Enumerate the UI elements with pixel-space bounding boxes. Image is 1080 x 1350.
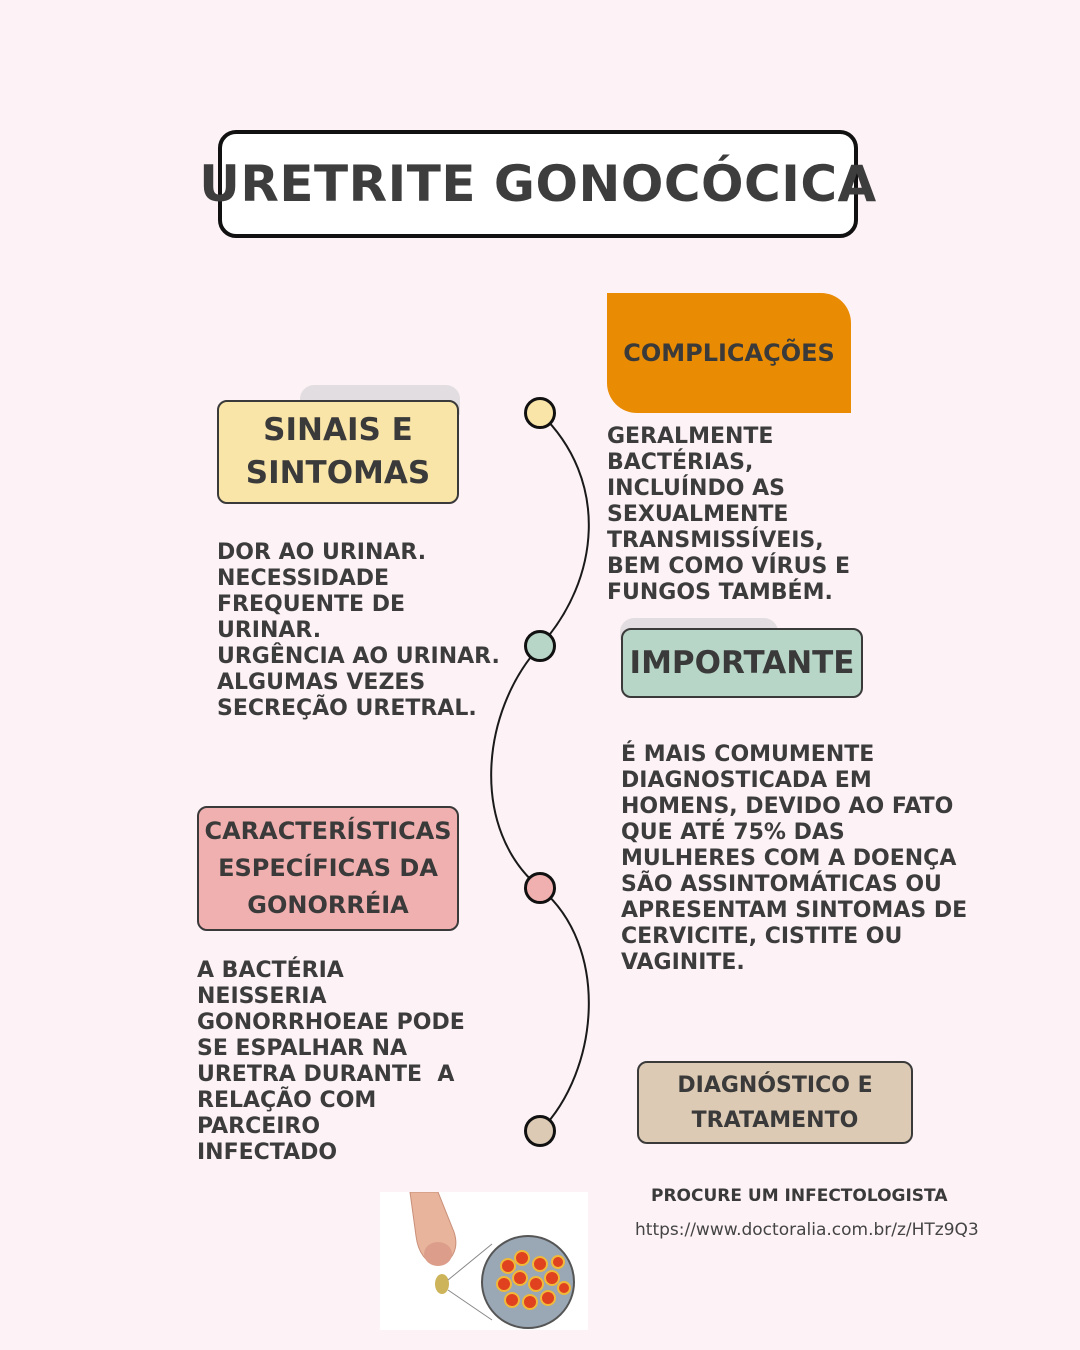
importante-text-line: QUE ATÉ 75% DAS — [621, 820, 845, 845]
caracteristicas-label-line-1: CARACTERÍSTICAS — [204, 817, 452, 845]
diagnostico-cta: PROCURE UM INFECTOLOGISTA — [651, 1186, 948, 1206]
complicacoes-text-line: GERALMENTE — [607, 424, 774, 449]
gonorrhea-illustration — [380, 1192, 588, 1330]
caracteristicas-text-line: SE ESPALHAR NA — [197, 1036, 408, 1061]
timeline-dot-3 — [524, 872, 556, 904]
complicacoes-text-line: BEM COMO VÍRUS E — [607, 554, 850, 579]
complicacoes-label: COMPLICAÇÕES — [623, 339, 835, 367]
sinais-text-line: URINAR. — [217, 618, 322, 643]
caracteristicas-text-line: URETRA DURANTE A — [197, 1062, 455, 1087]
timeline-dot-1 — [524, 397, 556, 429]
timeline-dot-2 — [524, 630, 556, 662]
importante-text-line: VAGINITE. — [621, 950, 745, 975]
timeline-curve — [491, 413, 589, 1131]
importante-text — [621, 742, 967, 976]
importante-label-box — [621, 628, 863, 698]
importante-text-line: MULHERES COM A DOENÇA — [621, 846, 957, 871]
importante-text-line: HOMENS, DEVIDO AO FATO — [621, 794, 954, 819]
sinais-label-line-1: SINAIS E — [263, 412, 413, 448]
gonorrhea-illustration-svg — [380, 1192, 588, 1330]
complicacoes-text-line: BACTÉRIAS, — [607, 450, 754, 475]
caracteristicas-text — [197, 958, 465, 1166]
caracteristicas-text-line: A BACTÉRIA — [197, 958, 344, 983]
complicacoes-text-line: FUNGOS TAMBÉM. — [607, 580, 833, 605]
sinais-label-line-2: SINTOMAS — [245, 455, 431, 491]
importante-text-line: CERVICITE, CISTITE OU — [621, 924, 903, 949]
timeline-dot-4 — [524, 1115, 556, 1147]
importante-text-line: APRESENTAM SINTOMAS DE — [621, 898, 968, 923]
complicacoes-text-line: SEXUALMENTE — [607, 502, 789, 527]
sinais-text-line: URGÊNCIA AO URINAR. — [217, 644, 500, 669]
sinais-text-line: NECESSIDADE — [217, 566, 390, 591]
complicacoes-text — [607, 424, 850, 606]
caracteristicas-label-line-2: ESPECÍFICAS DA — [218, 854, 438, 882]
doctoralia-link[interactable]: https://www.doctoralia.com.br/z/HTz9Q3 — [635, 1220, 979, 1240]
complicacoes-label-box — [607, 293, 851, 413]
sinais-text-line: ALGUMAS VEZES — [217, 670, 426, 695]
complicacoes-text-line: INCLUÍNDO AS — [607, 476, 785, 501]
caracteristicas-label-box — [197, 806, 459, 931]
caracteristicas-label-line-3: GONORRÉIA — [247, 891, 409, 919]
importante-label: IMPORTANTE — [629, 645, 855, 681]
diagnostico-label-line-2: TRATAMENTO — [691, 1107, 859, 1133]
sinais-label-box — [217, 400, 459, 504]
caracteristicas-text-line: GONORRHOEAE PODE — [197, 1010, 465, 1035]
page-title: URETRITE GONOCÓCICA — [199, 155, 877, 213]
sinais-text-line: FREQUENTE DE — [217, 592, 405, 617]
importante-text-line: DIAGNOSTICADA EM — [621, 768, 872, 793]
caracteristicas-text-line: PARCEIRO — [197, 1114, 321, 1139]
caracteristicas-text-line: INFECTADO — [197, 1140, 338, 1165]
caracteristicas-text-line: NEISSERIA — [197, 984, 327, 1009]
diagnostico-label-line-1: DIAGNÓSTICO E — [677, 1072, 873, 1098]
sinais-text-line: DOR AO URINAR. — [217, 540, 427, 565]
importante-text-line: SÃO ASSINTOMÁTICAS OU — [621, 872, 942, 897]
sinais-text — [217, 540, 500, 722]
diagnostico-label-box — [637, 1061, 913, 1144]
complicacoes-text-line: TRANSMISSÍVEIS, — [607, 528, 824, 553]
sinais-text-line: SECREÇÃO URETRAL. — [217, 696, 477, 721]
caracteristicas-text-line: RELAÇÃO COM — [197, 1088, 377, 1113]
importante-text-line: É MAIS COMUMENTE — [621, 742, 875, 767]
